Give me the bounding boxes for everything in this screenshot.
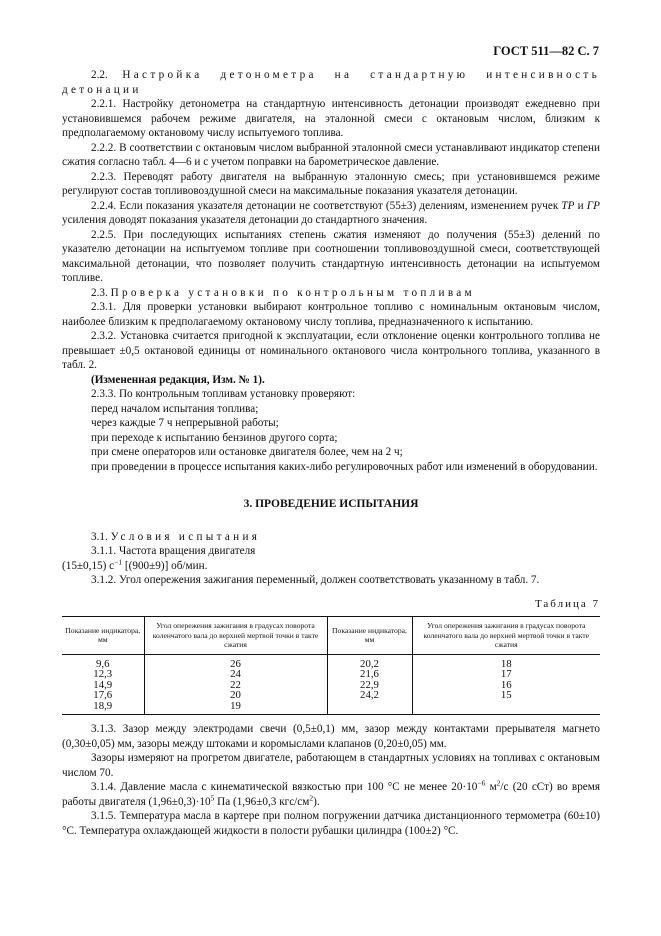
clause-3-1-1: 3.1.1. Частота вращения двигателя	[91, 545, 256, 557]
table-cell: 16	[412, 680, 600, 691]
table-cell: 12,3	[93, 668, 113, 681]
page-header: ГОСТ 511—82 С. 7	[493, 44, 599, 58]
clause-number: 2.2.	[91, 69, 108, 81]
table-row	[62, 690, 600, 701]
text: (15±0,15) с	[62, 559, 115, 572]
table-cell	[327, 701, 412, 715]
clause-2-2-4	[62, 199, 600, 228]
superscript: −1	[114, 556, 123, 566]
table-row	[62, 701, 600, 715]
table-cell: 19	[144, 701, 327, 715]
table-cell: 22	[144, 680, 327, 691]
table-row	[62, 654, 600, 669]
heading-2-2	[62, 68, 600, 97]
table-row	[62, 680, 600, 691]
rotation-speed	[62, 556, 600, 574]
clause-title: Условия испытания	[110, 530, 261, 543]
text: и	[574, 199, 587, 212]
heading-2-3	[62, 286, 600, 301]
table-cell: 26	[144, 654, 327, 669]
table-cell: 17,6	[93, 689, 113, 702]
table-cell: 15	[412, 690, 600, 701]
text: м	[485, 781, 497, 794]
table-header-cell: Угол опережения зажигания в градусах поворота коленчатого вала до верхней мертвой точки в такте сжатия	[412, 617, 600, 655]
clause-title: Настройка детонометра на стандартную интенсивность детонации	[62, 69, 600, 96]
clause-2-2-5: 2.2.5. При последующих испытаниях степень сжатия изменяют до получения (55±3) делений по указателю детонации на испытуемом топливе при соотношении топливовоздушной смеси, соответствующей максимальной детонации, что позволяет получить стандартную интенсивность детонации на испытуемом топливе.	[62, 228, 600, 284]
clause-number: 2.3.	[91, 286, 108, 299]
clause-title: Проверка установки по контрольным топливам	[110, 286, 475, 299]
clause-3-1-4	[62, 780, 600, 809]
clause-2-2-2: 2.2.2. В соответствии с октановым числом выбранной эталонной смеси устанавливают индикатор степени сжатия согласно табл. 4—6 и с учетом поправки на барометрическое давление.	[62, 141, 600, 168]
table-cell: 17	[412, 669, 600, 680]
text: /с (20 сСт) во время работы двигателя (1,96±0,3)·10	[62, 781, 600, 808]
table-row	[62, 669, 600, 680]
clause-2-3-3: 2.3.3. По контрольным топливам установку проверяют:	[91, 388, 356, 400]
clause-number: 3.1.	[91, 530, 108, 543]
table-cell: 18	[412, 654, 600, 669]
heading-3-1	[62, 530, 600, 545]
amendment-note: (Измененная редакция, Изм. № 1).	[91, 373, 265, 386]
superscript: −6	[477, 778, 486, 788]
superscript: 2	[496, 778, 501, 788]
table-cell: 14,9	[93, 678, 113, 691]
text: усиления доводят показания указателя детонации до стандартного значения.	[62, 214, 428, 226]
clause-2-3-2: 2.3.2. Установка считается пригодной к эксплуатации, если отклонение оценки контрольного топлива не превышает ±0,5 октановой единицы от номинального октанового числа контрольного топлива, указанного в табл. 2.	[62, 330, 600, 371]
table-cell: 24	[144, 669, 327, 680]
section-heading: 3. ПРОВЕДЕНИЕ ИСПЫТАНИЯ	[243, 498, 419, 510]
table-header-row	[62, 617, 600, 655]
table-cell: 18,9	[62, 701, 144, 715]
clause-2-2-3: 2.2.3. Переводят работу двигателя на выбранную эталонную смесь; при установившемся режиме регулируют состав топливовоздушной смеси на максимальные показания указателя детонации.	[62, 170, 600, 197]
table-cell: 21,6	[327, 669, 412, 680]
list-item: перед началом испытания топлива;	[91, 402, 259, 415]
table-cell: 22,9	[327, 680, 412, 691]
knob-tp-label: ТР	[561, 199, 575, 212]
text: Па (1,96±0,3 кгс/см	[214, 795, 310, 808]
table-cell	[412, 701, 600, 715]
table-cell: 9,6	[96, 657, 110, 670]
superscript: 5	[210, 793, 215, 803]
clause-2-2-1: 2.2.1. Настройку детонометра на стандартную интенсивность детонации производят ежедневно при установившемся рабочем режиме двигателя, на эталонной смеси с октановым числом, близким к предполагаемому октановому числу испытуемого топлива.	[62, 98, 600, 139]
table-header-cell: Показание индикатора, мм	[62, 617, 144, 655]
list-item: через каждые 7 ч непрерывной работы;	[91, 417, 279, 429]
clause-3-1-3: 3.1.3. Зазор между электродами свечи (0,5±0,1) мм, зазор между контактами прерывателя магнето (0,30±0,05) мм, зазоры между штоками и коромыслами клапанов (0,20±0,05) мм.	[62, 723, 600, 750]
text: 2.2.4. Если показания указателя детонации не соответствуют (55±3) делениям, изменением ручек	[91, 199, 562, 212]
ignition-table	[62, 616, 600, 715]
table-cell: 20,2	[327, 654, 412, 669]
table-cell: 24,2	[327, 690, 412, 701]
table-cell: 20	[144, 690, 327, 701]
document-body	[62, 68, 600, 838]
clause-3-1-5: 3.1.5. Температура масла в картере при полном погружении датчика дистанционного термометра (60±10) °С. Температура охлаждающей жидкости в полости рубашки цилиндра (100±2) °С.	[62, 810, 600, 837]
table-header-cell: Угол опережения зажигания в градусах поворота коленчатого вала до верхней мертвой точки в такте сжатия	[144, 617, 327, 655]
clause-3-1-2: 3.1.2. Угол опережения зажигания переменный, должен соответствовать указанному в табл. 7.	[91, 574, 540, 586]
knob-gr-label: ГР	[586, 199, 600, 212]
clause-3-1-3-note: Зазоры измеряют на прогретом двигателе, работающем в стандартных условиях на топливах с октановым числом 70.	[62, 752, 600, 779]
superscript: 2	[309, 793, 314, 803]
table-caption: Таблица 7	[534, 597, 600, 610]
table-header-cell: Показание индикатора, мм	[327, 617, 412, 655]
text: ).	[313, 795, 320, 808]
list-item: при переходе к испытанию бензинов другого сорта;	[91, 431, 338, 444]
text: [(900±9)] об/мин.	[122, 559, 208, 572]
text: 3.1.4. Давление масла с кинематической вязкостью при 100 °С не менее 20·10	[91, 781, 478, 794]
list-item: при проведении в процессе испытания каких-либо регулировочных работ или изменений в оборудовании.	[91, 460, 598, 473]
list-item: при смене операторов или остановке двигателя более, чем на 2 ч;	[91, 446, 403, 458]
clause-2-3-1: 2.3.1. Для проверки установки выбирают контрольное топливо с номинальным октановым числом, наиболее близким к предполагаемому октановому числу топлива, предназначенного к испытанию.	[62, 301, 600, 328]
